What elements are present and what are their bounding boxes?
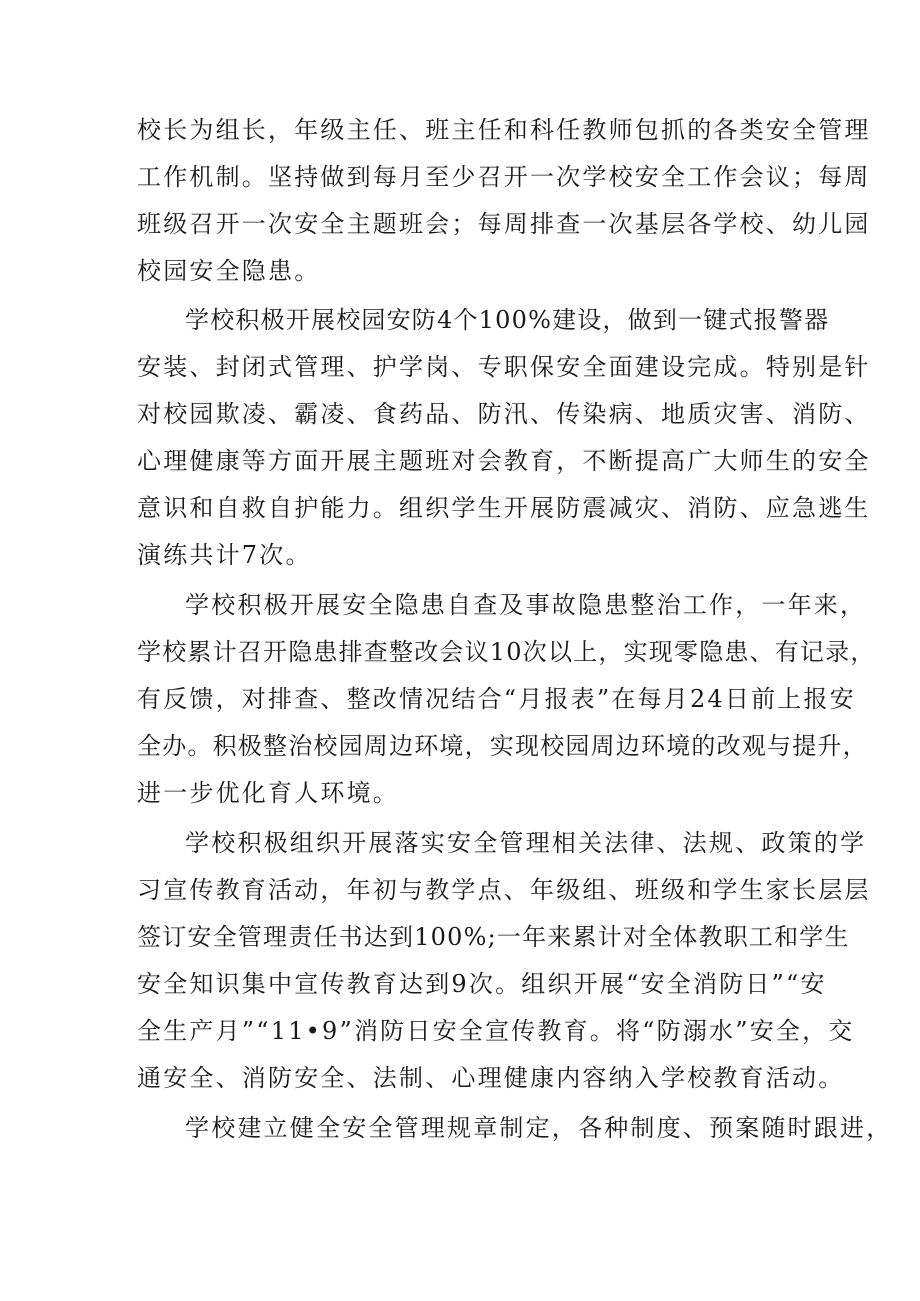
paragraph-first-line: 学校积极组织开展落实安全管理相关法律、法规、政策的学 (185, 829, 867, 857)
text-line: 工作机制。坚持做到每月至少召开一次学校安全工作会议；每周 (137, 163, 871, 191)
paragraph-first-line: 学校积极开展校园安防4个100%建设，做到一键式报警器 (185, 306, 830, 334)
text-line: 演练共计7次。 (137, 541, 312, 569)
paragraph-first-line: 学校建立健全安全管理规章制定，各种制度、预案随时跟进， (185, 1114, 893, 1142)
text-line: 学校累计召开隐患排查整改会议10次以上，实现零隐患、有记录， (137, 638, 876, 666)
text-line: 安装、封闭式管理、护学岗、专职保安全面建设完成。特别是针 (137, 353, 871, 381)
text-line: 对校园欺凌、霸凌、食药品、防汛、传染病、地质灾害、消防、 (137, 400, 871, 428)
text-line: 心理健康等方面开展主题班对会教育，不断提高广大师生的安全 (137, 447, 871, 475)
text-line: 签订安全管理责任书达到100%;一年来累计对全体教职工和学生 (137, 923, 850, 951)
paragraph-first-line: 学校积极开展安全隐患自查及事故隐患整治工作，一年来， (185, 591, 867, 619)
text-line: 有反馈，对排查、整改情况结合“月报表”在每月24日前上报安 (137, 685, 856, 713)
text-line: 通安全、消防安全、法制、心理健康内容纳入学校教育活动。 (137, 1064, 845, 1092)
text-line: 意识和自救自护能力。组织学生开展防震减灾、消防、应急逃生 (137, 494, 871, 522)
text-line: 班级召开一次安全主题班会；每周排查一次基层各学校、幼儿园 (137, 210, 871, 238)
text-line: 全生产月”“11•9”消防日安全宣传教育。将“防溺水”安全，交 (137, 1017, 855, 1045)
text-line: 校园安全隐患。 (137, 257, 321, 285)
text-line: 进一步优化育人环境。 (137, 779, 399, 807)
text-line: 安全知识集中宣传教育达到9次。组织开展“安全消防日”“安 (137, 970, 827, 998)
text-line: 全办。积极整治校园周边环境，实现校园周边环境的改观与提升， (137, 732, 868, 760)
text-line: 校长为组长，年级主任、班主任和科任教师包抓的各类安全管理 (137, 116, 871, 144)
text-line: 习宣传教育活动，年初与教学点、年级组、班级和学生家长层层 (137, 876, 871, 904)
